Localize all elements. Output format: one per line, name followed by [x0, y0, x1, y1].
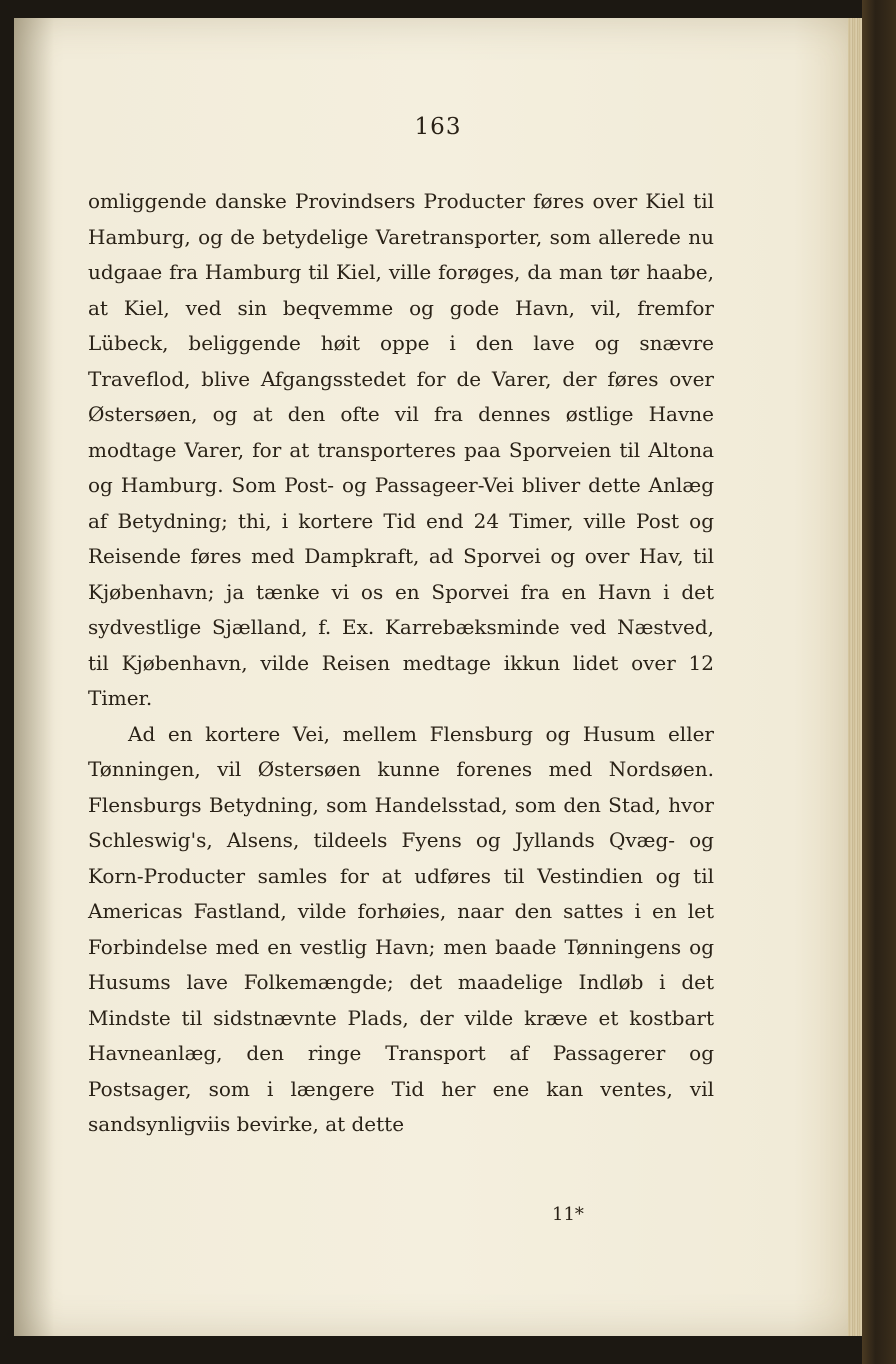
paragraph-2: Ad en kortere Vei, mellem Flensburg og Husum eller Tønningen, vil Østersøen kunne forenes med Nordsøen. Flensburgs Betydning, som Handelsstad, som den Stad, hvor Schleswig's, Alsens, tildeels Fyens og Jyllands Qvæg- og Korn-Producter samles for at udføres til Vestindien og til Americas Fastland, vilde forhøies, naar den sattes i en let Forbindelse med en vestlig Havn; men baade Tønningens og Husums lave Folkemængde; det maadelige Indløb i det Mindste til sidstnævnte Plads, der vilde kræve et kostbart Havneanlæg, den ringe Transport af Passagerer og Postsager, som i længere Tid her ene kan ventes, vil sandsynligviis bevirke, at dette [88, 721, 714, 1136]
page-number: 163 [414, 114, 462, 140]
paper-page [14, 18, 862, 1336]
spine-shadow [14, 18, 54, 1336]
body-text [88, 184, 714, 1143]
paragraph-1: omliggende danske Provindsers Producter føres over Kiel til Hamburg, og de betydelige Varetransporter, som allerede nu udgaae fra Hamburg til Kiel, ville forøges, da man tør haabe, at Kiel, ved sin beqvemme og gode Havn, vil, fremfor Lübeck, beliggende høit oppe i den lave og snævre Traveflod, blive Afgangsstedet for de Varer, der føres over Østersøen, og at den ofte vil fra dennes østlige Havne modtage Varer, for at transporteres paa Sporveien til Altona og Hamburg. Som Post- og Passageer-Vei bliver dette Anlæg af Betydning; thi, i kortere Tid end 24 Timer, ville Post og Reisende føres med Dampkraft, ad Sporvei og over Hav, til Kjøbenhavn; ja tænke vi os en Sporvei fra en Havn i det sydvestlige Sjælland, f. Ex. Karrebæksminde ved Næstved, til Kjøbenhavn, vilde Reisen medtage ikkun lidet over 12 Timer. [88, 189, 714, 710]
page-edge [848, 18, 862, 1336]
book-cover-edge [862, 0, 896, 1364]
signature-mark: 11* [552, 1204, 584, 1225]
